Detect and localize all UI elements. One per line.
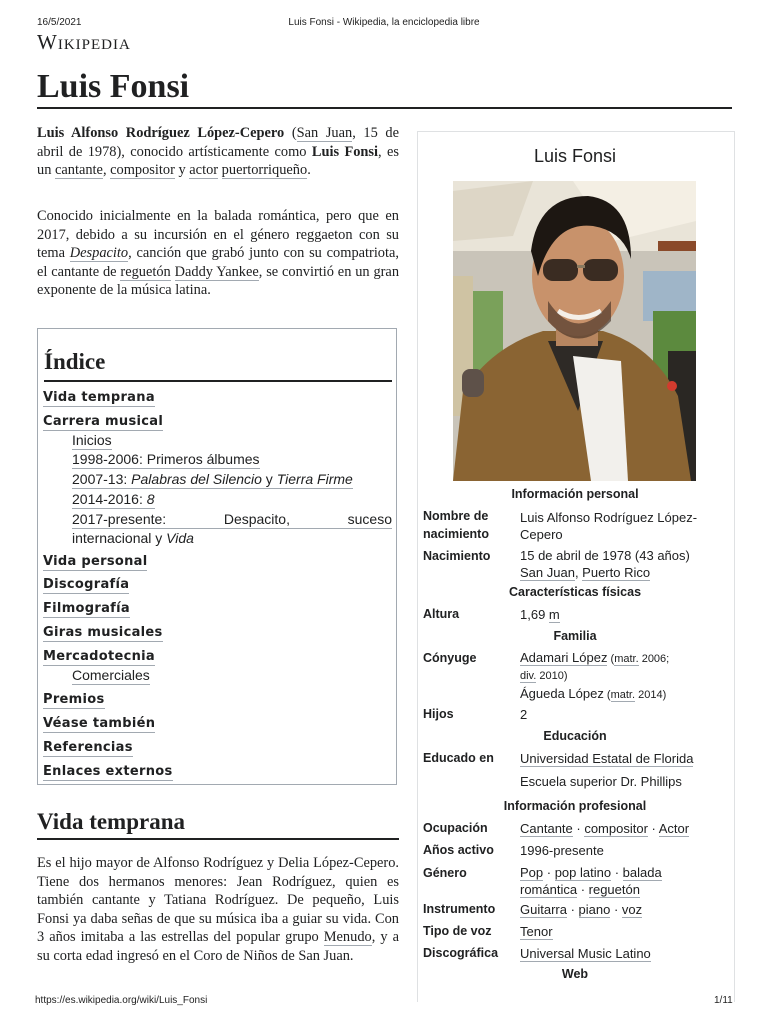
link-cantante[interactable]: Cantante [520,821,573,836]
link-matr[interactable]: matr. [610,689,636,701]
toc-item-vease-tambien[interactable]: Véase también [43,716,156,731]
separator-dot: · [610,902,622,917]
link-balada-romantica[interactable]: balada romántica [520,865,662,897]
link-pop-latino[interactable]: pop latino [554,865,612,880]
spouse-1-divorce [520,668,725,685]
link-san-juan[interactable]: San Juan [296,125,353,141]
text: Vida [166,530,194,546]
text: 8 [146,491,155,507]
link-universidad-florida[interactable]: Universidad Estatal de Florida [520,751,694,766]
link-regueton[interactable]: reguetón [588,882,640,897]
separator-dot: · [566,902,579,917]
spouse-2 [520,685,725,704]
toc-subitem-comerciales[interactable]: Comerciales [72,667,150,683]
link-adamari-lopez[interactable]: Adamari López [520,650,608,665]
toc-subitem-primeros-albumes[interactable]: 1998-2006: Primeros álbumes [72,451,260,467]
link-san-juan[interactable]: San Juan [520,565,575,580]
title-divider [37,107,732,109]
section-paragraph-vida-temprana [37,854,399,966]
value-ocupacion [520,820,725,837]
value-discografica [520,945,725,962]
text: , se convirtió en un gran exponente de la música latina. [37,263,400,299]
toc-item-giras-musicales[interactable]: Giras musicales [43,625,163,640]
text: . [307,162,311,179]
text: internacional y [72,530,167,546]
infobox-section-familia: Familia [553,629,597,643]
text: Es el hijo mayor de Alfonso Rodríguez y Delia López-Cepero. Tiene dos hermanos menores: Jean Rodríguez, quien es también cantante y Tatiana Rodríguez. De pequeño, Luis Fonsi ya daba señas de que su música iba a guiar su vida. Con 3 años imitaba a las estrellas del popular grupo [37,855,399,946]
text: , canción que grabó junto con su compatriota, el cantante de [37,245,399,280]
text: y [261,471,277,487]
label-instrumento: Instrumento [423,902,496,916]
text: Tierra Firme [276,471,353,487]
text: suceso [347,511,392,527]
link-guitarra[interactable]: Guitarra [520,902,567,917]
text: Palabras del Silencio [131,471,262,487]
label-genero: Género [423,866,467,880]
school-name: Escuela superior Dr. Phillips [520,774,682,789]
value-nombre-nacimiento: Luis Alfonso Rodríguez López-Cepero [520,510,698,542]
toc-item-carrera-musical[interactable]: Carrera musical [43,414,164,429]
text: 2010) [536,670,568,682]
text: , [574,565,583,580]
toc-item-enlaces-externos[interactable]: Enlaces externos [43,764,173,779]
infobox-section-educacion: Educación [543,729,607,743]
link-piano[interactable]: piano [578,902,611,917]
link-actor[interactable]: Actor [658,821,690,836]
separator-dot: · [543,865,555,880]
value-hijos: 2 [520,707,528,722]
value-anos-activo: 1996-presente [520,843,604,858]
bold-alias: Luis Fonsi [311,143,379,160]
text: , es un [37,143,399,179]
section-divider [37,838,399,840]
table-of-contents [37,328,397,785]
link-actor[interactable]: actor [189,162,219,179]
label-nacimiento: Nacimiento [423,549,491,563]
link-matr[interactable]: matr. [614,653,639,665]
toc-subitem-2007-13[interactable] [72,470,353,489]
intro-paragraph-2 [37,207,399,300]
label-ocupacion: Ocupación [423,821,488,835]
print-date: 16/5/2021 [37,17,82,28]
text: ( [603,689,611,701]
value-instrumento [520,901,725,918]
link-compositor[interactable]: compositor [584,821,648,836]
value-conyuge [520,649,725,704]
text: ( [607,653,615,665]
link-puertorriqueno[interactable]: puertorriqueño [221,162,308,179]
intro-paragraph-1 [37,124,399,180]
label-hijos: Hijos [423,707,454,721]
link-despacito[interactable]: Despacito [69,245,129,262]
link-pop[interactable]: Pop [520,865,544,880]
label-anos-activo: Años activo [423,843,494,857]
value-tipo-de-voz [520,923,725,940]
separator-dot: · [611,865,623,880]
toc-item-referencias[interactable]: Referencias [43,740,133,755]
infobox-section-profesional: Información profesional [503,799,647,813]
infobox-section-fisicas: Características físicas [508,585,642,599]
infobox-title: Luis Fonsi [533,146,617,166]
wikipedia-logo-text: Wikipedia [37,30,131,54]
wikipedia-logo[interactable] [37,30,131,55]
spouse-1 [520,649,725,668]
label-educado-en: Educado en [423,751,494,765]
text: Despacito, [223,511,290,527]
value-educado-en [520,750,725,790]
birthplace [520,564,725,581]
separator-dot: · [577,882,589,897]
label-altura: Altura [423,607,460,621]
text: 2006; [638,653,670,665]
text: , [102,162,111,179]
link-compositor[interactable]: compositor [110,162,175,179]
toc-subitem-2017-presente[interactable] [72,510,392,547]
link-universal-music-latino[interactable]: Universal Music Latino [520,946,651,961]
link-puerto-rico[interactable]: Puerto Rico [582,565,651,580]
toc-item-vida-temprana[interactable]: Vida temprana [43,390,155,405]
link-regueton[interactable]: reguetón [120,263,171,280]
text: 2017-presente: [72,511,167,527]
print-title: Luis Fonsi - Wikipedia, la enciclopedia libre [288,17,480,28]
toc-subitem-2014-2016[interactable] [72,490,155,509]
text: , y a su corta edad ingresó en el Coro de Niños de San Juan. [37,929,399,964]
toc-item-premios[interactable]: Premios [43,692,105,707]
bold-full-name: Luis Alfonso Rodríguez López-Cepero [37,125,285,141]
text: Águeda López [520,686,604,701]
label-conyuge: Cónyuge [423,651,477,665]
text: 2014-2016: [72,491,147,507]
value-genero [520,864,690,898]
toc-item-mercadotecnia[interactable]: Mercadotecnia [43,649,156,664]
link-div[interactable]: div. [520,670,537,682]
separator-dot: · [647,821,659,836]
section-heading-vida-temprana: Vida temprana [37,809,186,834]
separator-dot: · [572,821,585,836]
toc-item-discografia[interactable]: Discografía [43,577,130,592]
portrait-photo[interactable] [453,181,696,481]
toc-title: Índice [44,349,106,374]
link-voz[interactable]: voz [621,902,643,917]
text: 2014) [635,689,667,701]
label-nombre-nacimiento: Nombre de nacimiento [423,509,489,541]
text: y [174,162,190,179]
text: 15 de abril de 1978 (43 años) [520,548,690,563]
page-title: Luis Fonsi [37,68,190,105]
text: Conocido inicialmente en la balada romántica, pero que en 2017, debido a su incursión en el género reggaeton con su tema [37,208,399,262]
value-nacimiento [520,547,725,581]
toc-subitem-2017-line2 [72,529,392,547]
link-daddy-yankee[interactable]: Daddy Yankee [174,263,259,280]
link-menudo[interactable]: Menudo [323,929,372,946]
toc-subitem-inicios[interactable]: Inicios [72,432,112,448]
link-tenor[interactable]: Tenor [520,924,553,939]
text: ( [284,125,297,141]
text: 1,69 [520,607,549,622]
text: 2007-13: [72,471,132,487]
toc-item-filmografia[interactable]: Filmografía [43,601,130,616]
toc-divider [44,380,392,382]
toc-item-vida-personal[interactable]: Vida personal [43,554,148,569]
link-cantante[interactable]: cantante [55,162,103,179]
text: , 15 de abril de 1978), conocido artísticamente como [37,125,399,160]
infobox-section-web: Web [561,967,589,981]
page-number: 1/11 [714,995,733,1006]
value-altura [520,606,725,623]
toc-subitem-2017-line1 [72,510,392,529]
label-tipo-de-voz: Tipo de voz [423,924,492,938]
portrait-image [453,181,696,481]
link-metro[interactable]: m [548,607,560,622]
print-url: https://es.wikipedia.org/wiki/Luis_Fonsi [35,995,208,1006]
label-discografica: Discográfica [423,946,499,960]
infobox-section-personal: Información personal [511,487,639,501]
